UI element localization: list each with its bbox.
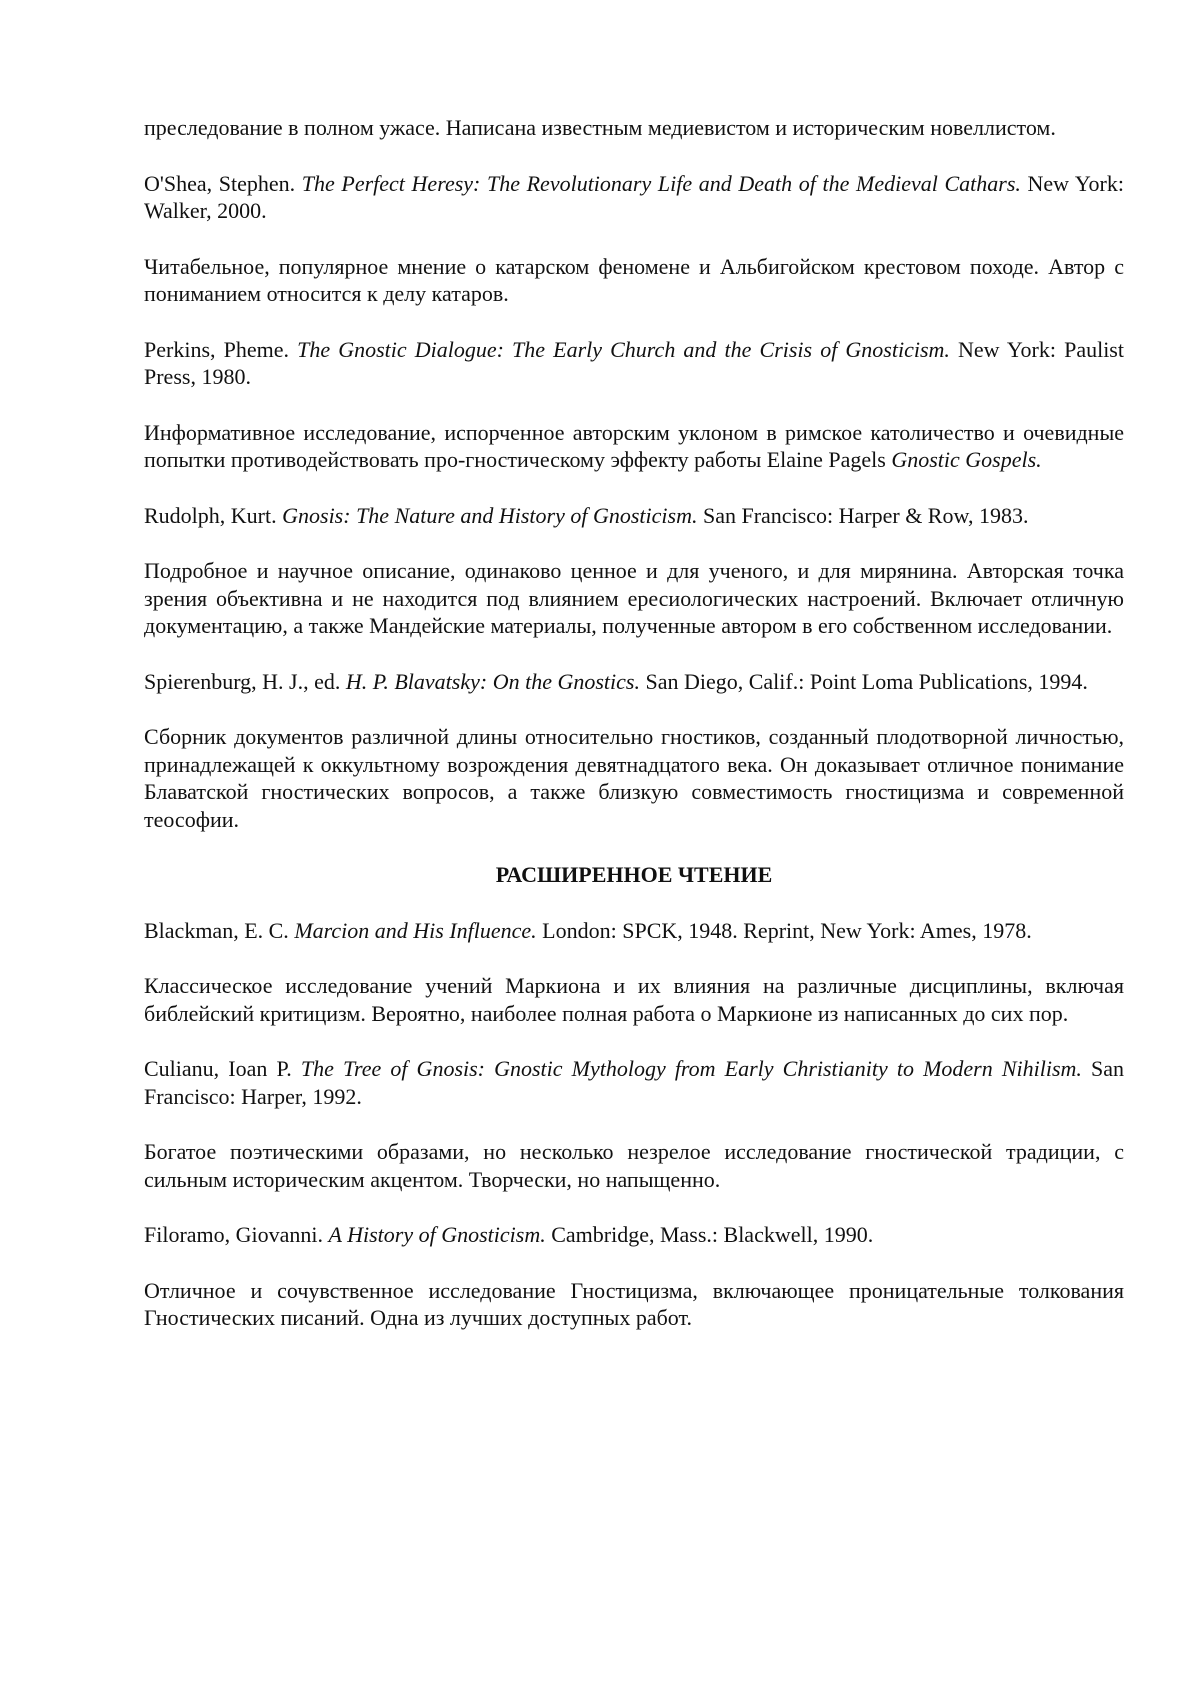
entry-annotation <box>144 1138 1124 1193</box>
entry-annotation <box>144 253 1124 308</box>
work-title: The Gnostic Dialogue: The Early Church and the Crisis of Gnosticism. <box>297 336 950 362</box>
work-title: H. P. Blavatsky: On the Gnostics. <box>345 668 640 694</box>
section-heading <box>144 861 1124 889</box>
work-title: The Perfect Heresy: The Revolutionary Life and Death of the Medieval Cathars. <box>301 170 1021 196</box>
work-title: A History of Gnosticism. <box>328 1222 546 1247</box>
work-title: Marcion and His Influence. <box>294 917 537 943</box>
text-run: Blackman, E. C. <box>144 917 295 943</box>
entry-annotation <box>144 557 1124 640</box>
text-run: Filoramo, Giovanni. <box>144 1222 329 1247</box>
text-run: New York: Paulist Press, 1980. <box>144 336 1124 389</box>
bibliography-entry <box>144 1055 1124 1110</box>
entry-annotation <box>144 723 1124 833</box>
bibliography-entry <box>144 502 1124 530</box>
text-run: Cambridge, Mass.: Blackwell, 1990. <box>545 1222 874 1247</box>
text-run: O'Shea, Stephen. <box>144 170 302 196</box>
bibliography-entry <box>144 336 1124 391</box>
text-run: РАСШИРЕННОЕ ЧТЕНИЕ <box>495 862 773 887</box>
text-run: Perkins, Pheme. <box>144 336 298 362</box>
text-run: Сборник документов различной длины относительно гностиков, созданный плодотворной личностью, принадлежащей к оккультному возрождения девятнадцатого века. Он доказывает отличное понимание Блаватской гностических вопросов, а также близкую совместимость гностицизма и современной теософии. <box>144 724 1124 832</box>
work-title: Gnosis: The Nature and History of Gnosticism. <box>282 502 698 528</box>
text-run: Богатое поэтическими образами, но несколько незрелое исследование гностической традиции, с сильным историческим акцентом. Творчески, но напыщенно. <box>144 1139 1124 1192</box>
entry-annotation <box>144 419 1124 474</box>
text-run: Подробное и научное описание, одинаково ценное и для ученого, и для мирянина. Авторская точка зрения объективна и не находится под влиянием ересиологических настроений. Включает отличную документацию, а также Мандейские материалы, полученные автором в его собственном исследовании. <box>144 558 1124 638</box>
work-title: The Tree of Gnosis: Gnostic Mythology from Early Christianity to Modern Nihilism. <box>300 1056 1082 1081</box>
bibliography-entry <box>144 668 1124 696</box>
text-run: San Francisco: Harper, 1992. <box>144 1056 1125 1109</box>
bibliography-entry <box>144 917 1124 945</box>
text-run: Информативное исследование, испорченное авторским уклоном в римское католичество и очевидные попытки противодействовать про-гностическому эффекту работы Elaine Pagels <box>144 419 1124 472</box>
text-run: Rudolph, Kurt. <box>144 502 283 528</box>
text-run: San Francisco: Harper & Row, 1983. <box>697 502 1029 528</box>
text-run: San Diego, Calif.: Point Loma Publications, 1994. <box>639 668 1088 694</box>
text-run: London: SPCK, 1948. Reprint, New York: Ames, 1978. <box>536 917 1032 943</box>
bibliography-entry <box>144 170 1124 225</box>
entry-annotation <box>144 1277 1124 1332</box>
text-run: Culianu, Ioan P. <box>144 1056 301 1081</box>
work-title: Gnostic Gospels. <box>891 447 1042 472</box>
entry-annotation <box>144 114 1124 142</box>
entry-annotation <box>144 972 1124 1027</box>
document-page <box>144 114 1124 1360</box>
text-run: Отличное и сочувственное исследование Гностицизма, включающее проницательные толкования Гностических писаний. Одна из лучших доступных работ. <box>144 1277 1124 1330</box>
text-run: New York: Walker, 2000. <box>144 170 1124 223</box>
text-run: Spierenburg, H. J., ed. <box>144 668 346 694</box>
text-run: Классическое исследование учений Маркиона и их влияния на различные дисциплины, включая библейский критицизм. Вероятно, наиболее полная работа о Маркионе из написанных до сих пор. <box>144 973 1124 1026</box>
text-run: преследование в полном ужасе. Написана известным медиевистом и историческим новеллистом. <box>144 115 1056 140</box>
bibliography-entry <box>144 1221 1124 1249</box>
text-run: Читабельное, популярное мнение о катарском феномене и Альбигойском крестовом походе. Автор с пониманием относится к делу катаров. <box>144 253 1124 306</box>
